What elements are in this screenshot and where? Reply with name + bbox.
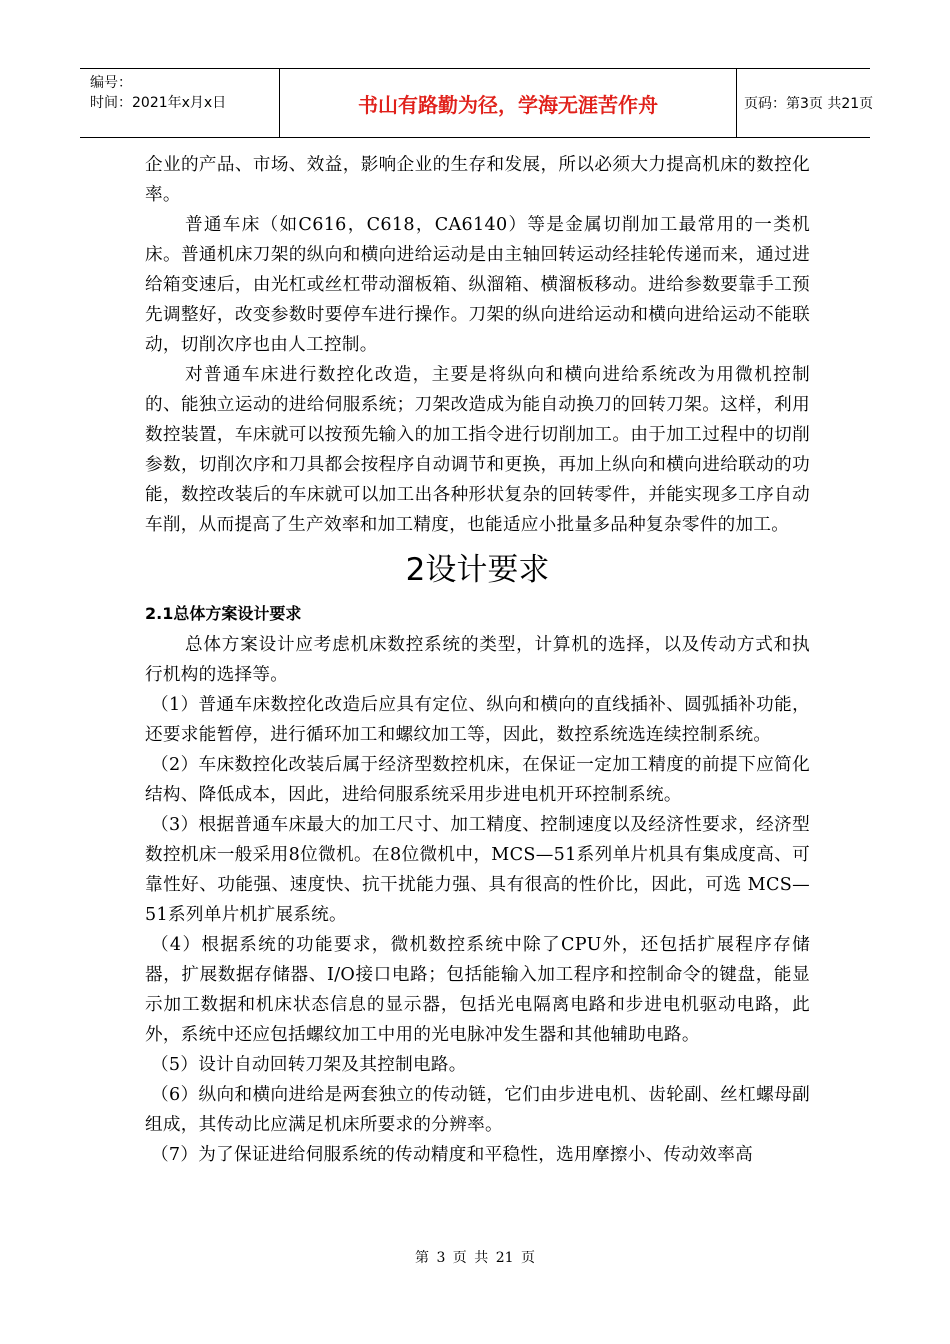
time-label: 时间：2021年x月x日 xyxy=(90,95,227,111)
paragraph: 对普通车床进行数控化改造，主要是将纵向和横向进给系统改为用微机控制的、能独立运动的进给伺服系统；刀架改造成为能自动换刀的回转刀架。这样，利用数控装置，车床就可以按预先输入的加工指令进行切削加工。由于加工过程中的切削参数，切削次序和刀具都会按程序自动调节和更换，再加上纵向和横向进给联动的功能，数控改装后的车床就可以加工出各种形状复杂的回转零件，并能实现多工序自动车削，从而提高了生产效率和加工精度，也能适应小批量多品种复杂零件的加工。 xyxy=(145,365,810,535)
list-item: （1）普通车床数控化改造后应具有定位、纵向和横向的直线插补、圆弧插补功能，还要求能暂停，进行循环加工和螺纹加工等，因此，数控系统选连续控制系统。 xyxy=(145,695,810,745)
header-meta xyxy=(80,69,280,137)
document-body xyxy=(145,150,810,1170)
page-header xyxy=(80,68,874,138)
list-item: （7）为了保证进给伺服系统的传动精度和平稳性，选用摩擦小、传动效率高 xyxy=(151,1145,753,1165)
paragraph: 普通车床（如C616，C618，CA6140）等是金属切削加工最常用的一类机床。普通机床刀架的纵向和横向进给运动是由主轴回转运动经挂轮传递而来，通过进给箱变速后，由光杠或丝杠带动溜板箱、纵溜箱、横溜板移动。进给参数要靠手工预先调整好，改变参数时要停车进行操作。刀架的纵向进给运动和横向进给运动不能联动，切削次序也由人工控制。 xyxy=(145,215,810,355)
serial-label: 编号： xyxy=(90,75,132,91)
list-item: （5）设计自动回转刀架及其控制电路。 xyxy=(151,1055,467,1075)
list-item: （4）根据系统的功能要求，微机数控系统中除了CPU外，还包括扩展程序存储器，扩展数据存储器、I/O接口电路；包括能输入加工程序和控制命令的键盘，能显示加工数据和机床状态信息的显示器，包括光电隔离电路和步进电机驱动电路，此外，系统中还应包括螺纹加工中用的光电脉冲发生器和其他辅助电路。 xyxy=(145,935,810,1045)
paragraph: 企业的产品、市场、效益，影响企业的生存和发展，所以必须大力提高机床的数控化率。 xyxy=(145,155,810,205)
paragraph: 总体方案设计应考虑机床数控系统的类型，计算机的选择，以及传动方式和执行机构的选择等。 xyxy=(145,635,810,685)
list-item: （2）车床数控化改装后属于经济型数控机床，在保证一定加工精度的前提下应简化结构、降低成本，因此，进给伺服系统采用步进电机开环控制系统。 xyxy=(145,755,810,805)
page-footer: 第 3 页 共 21 页 xyxy=(415,1250,535,1266)
section-title: 2.1总体方案设计要求 xyxy=(145,604,302,623)
list-item: （3）根据普通车床最大的加工尺寸、加工精度、控制速度以及经济性要求，经济型数控机床一般采用8位微机。在8位微机中，MCS—51系列单片机具有集成度高、可靠性好、功能强、速度快、抗干扰能力强、具有很高的性价比，因此，可选 MCS—51系列单片机扩展系统。 xyxy=(145,815,810,925)
chapter-title: 2设计要求 xyxy=(405,552,550,588)
list-item: （6）纵向和横向进给是两套独立的传动链，它们由步进电机、齿轮副、丝杠螺母副组成，其传动比应满足机床所要求的分辨率。 xyxy=(145,1085,810,1135)
header-motto: 书山有路勤为径，学海无涯苦作舟 xyxy=(280,69,737,137)
header-page-info: 页码：第3页 共21页 xyxy=(744,96,874,112)
